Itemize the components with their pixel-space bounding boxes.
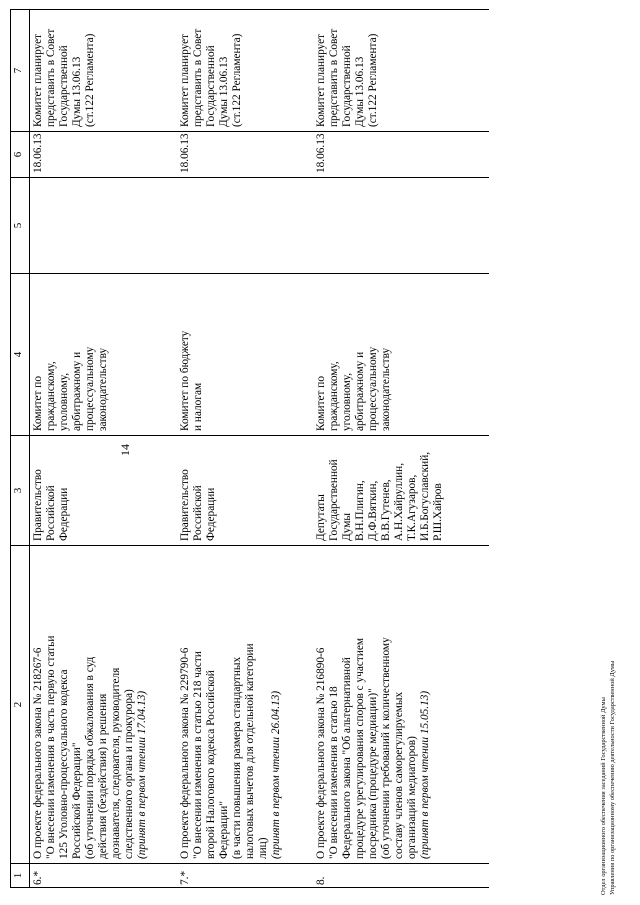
- initiator-line: Российской: [45, 485, 57, 541]
- bill-title-line: второй Налогового кодекса Российской: [204, 670, 217, 859]
- footer-note: [600, 395, 617, 895]
- committee-line: законодательству: [379, 347, 392, 431]
- initiator-line: Федерации: [204, 487, 217, 541]
- date-cell: [313, 132, 489, 178]
- committee-line: уголовному,: [340, 372, 353, 431]
- committee-line: гражданскому,: [45, 361, 57, 431]
- plan-line: (ст.122 Регламента): [366, 33, 379, 127]
- plan-cell: [177, 10, 313, 132]
- agenda-body: [11, 10, 489, 888]
- bill-title-line: посредника (процедуре медиации)": [366, 688, 379, 859]
- bill-title-line: Федерации": [217, 801, 230, 859]
- plan-line: Комитет планирует: [32, 33, 44, 127]
- initiator-line: Думы: [340, 513, 353, 541]
- bill-title-line: налоговых вычетов для отдельной категории: [243, 643, 256, 859]
- plan-line: Государственной: [340, 45, 353, 127]
- committee-line: процессуальному: [366, 346, 379, 431]
- column-number: 1: [11, 864, 30, 888]
- committee-line: Комитет по бюджету: [178, 330, 191, 431]
- plan-cell: [313, 10, 489, 132]
- committee-cell: [313, 274, 489, 436]
- plan-line: Государственной: [204, 45, 217, 127]
- page-number: 14: [118, 444, 132, 456]
- initiator-cell: [30, 436, 177, 546]
- reading-note: (принят в первом чтении 26.04.13): [269, 690, 282, 859]
- initiator-cell: [313, 436, 489, 546]
- plan-line: представить в Совет: [327, 28, 340, 127]
- column-5-cell: [313, 178, 489, 274]
- plan-line: Думы 13.06.13: [217, 56, 230, 127]
- bill-title-line: "О внесении изменения в часть первую статьи: [45, 635, 57, 859]
- bill-title-line: (в части повышения размера стандартных: [230, 656, 243, 859]
- initiator-line: В.В.Гутенев,: [379, 479, 392, 541]
- initiator-line: Р.Ш.Хайров: [431, 483, 444, 541]
- date-value: 18.06.13: [32, 133, 44, 173]
- bill-title-line: О проекте федерального закона № 218267-6: [32, 647, 44, 859]
- initiator-cell: [177, 436, 313, 546]
- bill-title-line: О проекте федерального закона № 229790-6: [178, 647, 191, 859]
- item-number-cell: [177, 864, 313, 888]
- footer-line: Управления по организационному обеспечению деятельности Государственной Думы: [608, 660, 616, 895]
- agenda-item-row: [313, 10, 489, 888]
- initiator-line: Правительство: [32, 469, 44, 541]
- bill-title-line: процедуре урегулирования споров с участием: [353, 637, 366, 859]
- initiator-line: Т.К.Агузаров,: [405, 474, 418, 541]
- plan-line: Комитет планирует: [178, 33, 191, 127]
- committee-line: Комитет по: [314, 375, 327, 431]
- plan-line: (ст.122 Регламента): [230, 33, 243, 127]
- reading-note: (принят в первом чтении 15.05.13): [418, 690, 431, 859]
- item-number-cell: [30, 864, 177, 888]
- bill-title-line: Российской Федерации": [71, 742, 83, 859]
- bill-title-line: организаций медиаторов): [405, 736, 418, 859]
- bill-title-cell: [30, 546, 177, 864]
- agenda-item-row: [177, 10, 313, 888]
- initiator-line: Д.Ф.Вяткин,: [366, 480, 379, 541]
- committee-line: процессуальному: [84, 346, 96, 431]
- agenda-item-row: [30, 10, 177, 888]
- plan-line: Думы 13.06.13: [71, 56, 83, 127]
- column-5-cell: [177, 178, 313, 274]
- bill-title-line: "О внесении изменения в статью 218 части: [191, 651, 204, 859]
- bill-title-line: следственного органа и прокурора): [123, 689, 135, 859]
- column-number: 2: [11, 546, 30, 864]
- bill-title-line: О проекте федерального закона № 216890-6: [314, 647, 327, 859]
- column-number: 4: [11, 274, 30, 436]
- item-number: 7.*: [178, 870, 191, 885]
- date-value: 18.06.13: [178, 133, 191, 173]
- initiator-line: Федерации: [58, 487, 70, 541]
- bill-title-line: лиц): [256, 837, 269, 859]
- committee-line: уголовному,: [58, 372, 70, 431]
- initiator-line: В.Н.Плигин,: [353, 480, 366, 541]
- bill-title-cell: [177, 546, 313, 864]
- committee-cell: [177, 274, 313, 436]
- plan-cell: [30, 10, 177, 132]
- committee-line: арбитражному и: [71, 351, 83, 431]
- plan-line: представить в Совет: [191, 28, 204, 127]
- bill-title-line: дознавателя, следователя, руководителя: [110, 667, 122, 859]
- committee-line: и налогам: [191, 382, 204, 431]
- bill-title-line: (об уточнении порядка обжалования в суд: [84, 656, 96, 859]
- agenda-table: [10, 9, 489, 888]
- bill-title-line: "О внесении изменения в статью 18: [327, 686, 340, 859]
- initiator-line: Государственной: [327, 459, 340, 541]
- item-number: 6.*: [32, 870, 44, 885]
- bill-title-line: 125 Уголовно-процессуального кодекса: [58, 669, 70, 859]
- date-value: 18.06.13: [314, 133, 327, 173]
- bill-title-line: Федерального закона "Об альтернативной: [340, 657, 353, 859]
- initiator-line: Российской: [191, 485, 204, 541]
- committee-cell: [30, 274, 177, 436]
- plan-line: представить в Совет: [45, 28, 57, 127]
- reading-note: (принят в первом чтении 17.04.13): [136, 690, 148, 859]
- column-number: 5: [11, 178, 30, 274]
- committee-line: гражданскому,: [327, 361, 340, 431]
- item-number: 8.: [314, 876, 327, 885]
- column-number-row: [11, 10, 30, 888]
- date-cell: [30, 132, 177, 178]
- bill-title-line: (об уточнении требований к количественному: [379, 637, 392, 859]
- initiator-line: И.Б.Богуславский,: [418, 451, 431, 541]
- plan-line: (ст.122 Регламента): [84, 33, 96, 127]
- date-cell: [177, 132, 313, 178]
- column-number: 7: [11, 10, 30, 132]
- plan-line: Комитет планирует: [314, 33, 327, 127]
- initiator-line: Депутаты: [314, 494, 327, 541]
- bill-title-cell: [313, 546, 489, 864]
- plan-line: Государственной: [58, 45, 70, 127]
- bill-title-line: составу членов саморегулируемых: [392, 691, 405, 859]
- bill-title-line: действия (бездействия) и решения: [97, 693, 109, 859]
- column-5-cell: [30, 178, 177, 274]
- column-number: 6: [11, 132, 30, 178]
- committee-line: Комитет по: [32, 375, 44, 431]
- plan-line: Думы 13.06.13: [353, 56, 366, 127]
- column-number: 3: [11, 436, 30, 546]
- committee-line: арбитражному и: [353, 351, 366, 431]
- initiator-line: Правительство: [178, 469, 191, 541]
- footer-line: Отдел организационного обеспечения заседаний Государственной Думы: [600, 697, 607, 895]
- committee-line: законодательству: [97, 347, 109, 431]
- initiator-line: А.Н.Хайруллин,: [392, 462, 405, 541]
- item-number-cell: [313, 864, 489, 888]
